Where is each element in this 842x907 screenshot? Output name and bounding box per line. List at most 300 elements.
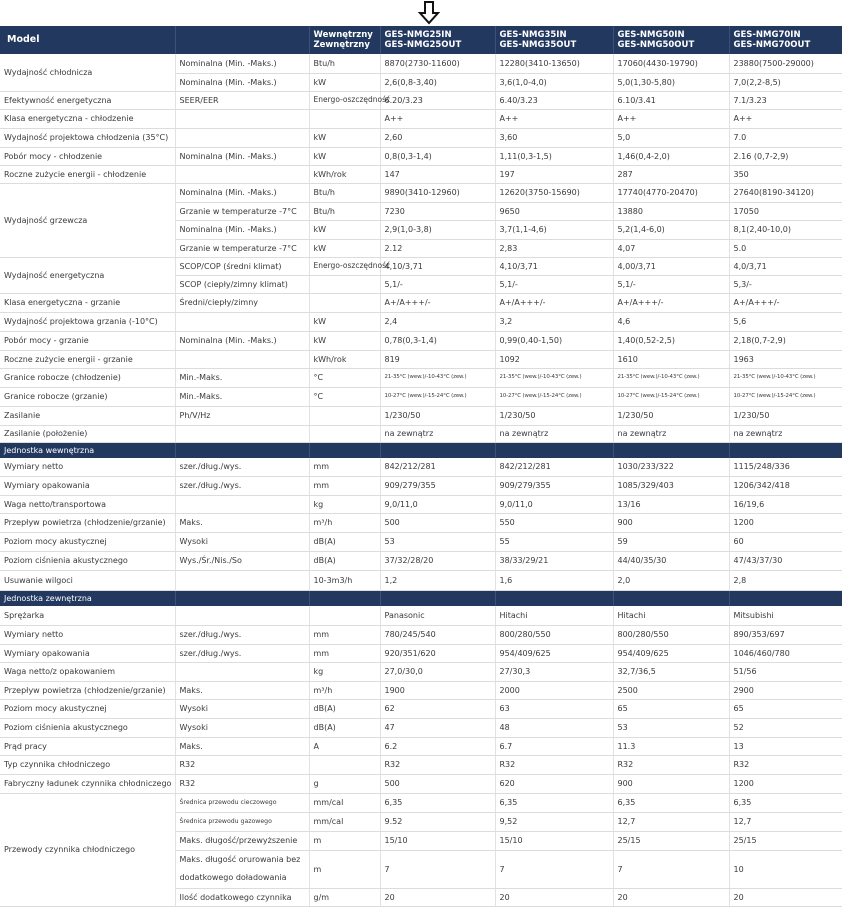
section-header-outdoor xyxy=(0,590,842,606)
value: 10-27°C (wew.)/-15-24°C (zew.) xyxy=(613,387,729,406)
section-cell xyxy=(729,442,842,458)
value: 59 xyxy=(613,532,729,551)
section-cell xyxy=(175,442,309,458)
value: 25/15 xyxy=(613,831,729,850)
param-label: Sprężarka xyxy=(0,606,175,625)
unit xyxy=(309,425,380,442)
table-row xyxy=(0,147,842,165)
model-indoor-name: GES-NMG70IN xyxy=(733,30,801,40)
value: 53 xyxy=(380,532,495,551)
value: 20 xyxy=(613,888,729,906)
value: 2,0 xyxy=(613,570,729,590)
value: 197 xyxy=(495,165,613,183)
param-label: Efektywność energetyczna xyxy=(0,91,175,109)
unit: kWh/rok xyxy=(309,350,380,368)
value: 9,0/11,0 xyxy=(495,495,613,513)
value: 550 xyxy=(495,513,613,532)
value: na zewnątrz xyxy=(729,425,842,442)
condition: szer./dług./wys. xyxy=(175,476,309,495)
param-label: Pobór mocy - grzanie xyxy=(0,331,175,350)
condition: Średni/ciepły/zimny xyxy=(175,293,309,312)
value: 1,46(0,4-2,0) xyxy=(613,147,729,165)
param-label: Waga netto/z opakowaniem xyxy=(0,662,175,681)
value: Hitachi xyxy=(495,606,613,625)
value: 1,2 xyxy=(380,570,495,590)
value: 500 xyxy=(380,513,495,532)
table-row xyxy=(0,91,842,109)
value: 62 xyxy=(380,699,495,718)
value: Panasonic xyxy=(380,606,495,625)
header-empty xyxy=(175,26,309,54)
value: 52 xyxy=(729,718,842,737)
param-label: Wydajność projektowa chłodzenia (35°C) xyxy=(0,128,175,147)
section-title: Jednostka zewnętrzna xyxy=(0,590,175,606)
value: 954/409/625 xyxy=(613,644,729,662)
condition: szer./dług./wys. xyxy=(175,625,309,644)
value: 5,0(1,30-5,80) xyxy=(613,73,729,91)
condition: Nominalna (Min. -Maks.) xyxy=(175,73,309,91)
condition: Maks. długość/przewyższenie xyxy=(175,831,309,850)
section-cell xyxy=(380,442,495,458)
value: A++ xyxy=(729,109,842,128)
value: 48 xyxy=(495,718,613,737)
condition: Min.-Maks. xyxy=(175,368,309,387)
value: 21-35°C (wew.)/-10-43°C (zew.) xyxy=(729,368,842,387)
value: 4,10/3,71 xyxy=(495,257,613,275)
value: 954/409/625 xyxy=(495,644,613,662)
unit: g xyxy=(309,774,380,793)
value: 4,10/3,71 xyxy=(380,257,495,275)
value: 27/30,3 xyxy=(495,662,613,681)
value: na zewnątrz xyxy=(613,425,729,442)
value: 2.16 (0,7-2,9) xyxy=(729,147,842,165)
value: 1,40(0,52-2,5) xyxy=(613,331,729,350)
value: 900 xyxy=(613,513,729,532)
value: 23880(7500-29000) xyxy=(729,54,842,73)
unit-text: m xyxy=(313,864,322,874)
value: 1,11(0,3-1,5) xyxy=(495,147,613,165)
unit: kW xyxy=(309,147,380,165)
unit: Btu/h xyxy=(309,54,380,73)
unit: m xyxy=(309,831,380,850)
value: 5,6 xyxy=(729,312,842,331)
unit: Btu/h xyxy=(309,183,380,202)
model-label: Model xyxy=(0,26,175,54)
table-row xyxy=(0,293,842,312)
value: 7 xyxy=(613,850,729,888)
value: A+/A+++/- xyxy=(380,293,495,312)
value: 10 xyxy=(729,850,842,888)
value: 0,99(0,40-1,50) xyxy=(495,331,613,350)
value: 17740(4770-20470) xyxy=(613,183,729,202)
value: 65 xyxy=(613,699,729,718)
down-arrow-icon xyxy=(419,1,439,25)
value: 27,0/30,0 xyxy=(380,662,495,681)
table-row xyxy=(0,109,842,128)
param-label: Poziom mocy akustycznej xyxy=(0,532,175,551)
condition: Grzanie w temperaturze -7°C xyxy=(175,239,309,257)
table-row xyxy=(0,350,842,368)
value: 4,07 xyxy=(613,239,729,257)
condition: Średnica przewodu gazowego xyxy=(175,812,309,831)
unit: mm xyxy=(309,458,380,476)
value: 900 xyxy=(613,774,729,793)
table-row xyxy=(0,718,842,737)
value: 37/32/28/20 xyxy=(380,551,495,570)
unit: kg xyxy=(309,662,380,681)
value: 842/212/281 xyxy=(495,458,613,476)
model-indoor-name: GES-NMG50IN xyxy=(617,30,685,40)
condition: Wysoki xyxy=(175,532,309,551)
value: 3,60 xyxy=(495,128,613,147)
value: 47 xyxy=(380,718,495,737)
value: 4,00/3,71 xyxy=(613,257,729,275)
value: 2,60 xyxy=(380,128,495,147)
param-label: Roczne zużycie energii - chłodzenie xyxy=(0,165,175,183)
table-row xyxy=(0,128,842,147)
section-header-indoor xyxy=(0,442,842,458)
value: 8,1(2,40-10,0) xyxy=(729,220,842,239)
param-label: Fabryczny ładunek czynnika chłodniczego xyxy=(0,774,175,793)
value: 819 xyxy=(380,350,495,368)
value: 6,35 xyxy=(613,793,729,812)
condition: Średnica przewodu cieczowego xyxy=(175,793,309,812)
value: A++ xyxy=(495,109,613,128)
param-label: Wydajność projektowa grzania (-10°C) xyxy=(0,312,175,331)
unit: kW xyxy=(309,220,380,239)
value: 17060(4430-19790) xyxy=(613,54,729,73)
condition: Nominalna (Min. -Maks.) xyxy=(175,54,309,73)
condition xyxy=(175,128,309,147)
section-cell xyxy=(309,590,380,606)
value: 55 xyxy=(495,532,613,551)
param-label: Wymiary opakowania xyxy=(0,644,175,662)
param-label: Usuwanie wilgoci xyxy=(0,570,175,590)
value: 5,0 xyxy=(613,128,729,147)
value: 6.2 xyxy=(380,737,495,755)
value: 1206/342/418 xyxy=(729,476,842,495)
value: 1610 xyxy=(613,350,729,368)
value: 10-27°C (wew.)/-15-24°C (zew.) xyxy=(495,387,613,406)
value: 9650 xyxy=(495,202,613,220)
unit: mm/cal xyxy=(309,793,380,812)
header-row xyxy=(0,26,842,54)
unit xyxy=(309,606,380,625)
unit: Btu/h xyxy=(309,202,380,220)
unit: °C xyxy=(309,387,380,406)
value: 5,3/- xyxy=(729,275,842,293)
param-label: Wydajność energetyczna xyxy=(0,257,175,293)
condition: szer./dług./wys. xyxy=(175,644,309,662)
condition xyxy=(175,662,309,681)
value: 17050 xyxy=(729,202,842,220)
unit: g/m xyxy=(309,888,380,906)
section-cell xyxy=(380,590,495,606)
model-header-1 xyxy=(380,26,495,54)
unit xyxy=(309,275,380,293)
value: 32,7/36,5 xyxy=(613,662,729,681)
unit: A xyxy=(309,737,380,755)
value: na zewnątrz xyxy=(380,425,495,442)
condition: Maks. długość orurowania bez dodatkowego doładowania xyxy=(175,850,309,888)
model-outdoor-name: GES-NMG70OUT xyxy=(733,40,811,50)
value: 620 xyxy=(495,774,613,793)
condition: Wysoki xyxy=(175,699,309,718)
value: 1200 xyxy=(729,513,842,532)
value: 7 xyxy=(495,850,613,888)
value: 3,2 xyxy=(495,312,613,331)
value: 20 xyxy=(380,888,495,906)
value: 4,6 xyxy=(613,312,729,331)
value: 1/230/50 xyxy=(495,406,613,425)
value: 1085/329/403 xyxy=(613,476,729,495)
value: R32 xyxy=(380,755,495,774)
value: 2,18(0,7-2,9) xyxy=(729,331,842,350)
condition: Nominalna (Min. -Maks.) xyxy=(175,331,309,350)
table-row xyxy=(0,699,842,718)
unit: kW xyxy=(309,73,380,91)
param-label: Zasilanie (położenie) xyxy=(0,425,175,442)
value: 11.3 xyxy=(613,737,729,755)
table-row xyxy=(0,570,842,590)
table-row xyxy=(0,606,842,625)
value: 4,0/3,71 xyxy=(729,257,842,275)
value: 44/40/35/30 xyxy=(613,551,729,570)
value: 12620(3750-15690) xyxy=(495,183,613,202)
table-row xyxy=(0,183,842,202)
value: 0,78(0,3-1,4) xyxy=(380,331,495,350)
param-label: Poziom ciśnienia akustycznego xyxy=(0,718,175,737)
value: 3,6(1,0-4,0) xyxy=(495,73,613,91)
value: 7230 xyxy=(380,202,495,220)
condition: Ph/V/Hz xyxy=(175,406,309,425)
param-label: Poziom mocy akustycznej xyxy=(0,699,175,718)
unit-type-header xyxy=(309,26,380,54)
value: 65 xyxy=(729,699,842,718)
value: 2,6(0,8-3,40) xyxy=(380,73,495,91)
value: 1900 xyxy=(380,681,495,699)
value: 6.7 xyxy=(495,737,613,755)
model-header-4 xyxy=(729,26,842,54)
value: 38/33/29/21 xyxy=(495,551,613,570)
value: 16/19,6 xyxy=(729,495,842,513)
table-row xyxy=(0,755,842,774)
condition: SEER/EER xyxy=(175,91,309,109)
condition: Nominalna (Min. -Maks.) xyxy=(175,220,309,239)
value: 1115/248/336 xyxy=(729,458,842,476)
condition: Nominalna (Min. -Maks.) xyxy=(175,183,309,202)
value: 9,0/11,0 xyxy=(380,495,495,513)
condition: Min.-Maks. xyxy=(175,387,309,406)
condition xyxy=(175,495,309,513)
unit: m³/h xyxy=(309,681,380,699)
table-row xyxy=(0,793,842,812)
param-label: Poziom ciśnienia akustycznego xyxy=(0,551,175,570)
unit: dB(A) xyxy=(309,699,380,718)
value: 2000 xyxy=(495,681,613,699)
model-outdoor-name: GES-NMG50OUT xyxy=(617,40,695,50)
param-label: Klasa energetyczna - chłodzenie xyxy=(0,109,175,128)
value: 2900 xyxy=(729,681,842,699)
value: 15/10 xyxy=(380,831,495,850)
unit: °C xyxy=(309,368,380,387)
value: R32 xyxy=(613,755,729,774)
unit: mm xyxy=(309,644,380,662)
value: 10-27°C (wew.)/-15-24°C (zew.) xyxy=(729,387,842,406)
unit: 10-3m3/h xyxy=(309,570,380,590)
param-label: Prąd pracy xyxy=(0,737,175,755)
unit: Energo-oszczędność xyxy=(309,257,380,275)
section-cell xyxy=(495,442,613,458)
value: 13880 xyxy=(613,202,729,220)
value: 53 xyxy=(613,718,729,737)
unit: kW xyxy=(309,128,380,147)
param-label: Przewody czynnika chłodniczego xyxy=(0,793,175,906)
value: 21-35°C (wew.)/-10-43°C (zew.) xyxy=(613,368,729,387)
section-cell xyxy=(729,590,842,606)
value: 2,83 xyxy=(495,239,613,257)
value: 1200 xyxy=(729,774,842,793)
value: R32 xyxy=(495,755,613,774)
unit: kWh/rok xyxy=(309,165,380,183)
value: 1/230/50 xyxy=(380,406,495,425)
value: 780/245/540 xyxy=(380,625,495,644)
param-label: Wymiary netto xyxy=(0,625,175,644)
value: 25/15 xyxy=(729,831,842,850)
model-outdoor-name: GES-NMG35OUT xyxy=(499,40,577,50)
value: 12,7 xyxy=(729,812,842,831)
value: 7.0 xyxy=(729,128,842,147)
param-label: Zasilanie xyxy=(0,406,175,425)
unit: kW xyxy=(309,312,380,331)
section-cell xyxy=(613,442,729,458)
value: 2,8 xyxy=(729,570,842,590)
value: 5,1/- xyxy=(380,275,495,293)
unit xyxy=(309,755,380,774)
table-row xyxy=(0,662,842,681)
table-row xyxy=(0,513,842,532)
unit: Energo-oszczędność xyxy=(309,91,380,109)
value: 9,52 xyxy=(495,812,613,831)
unit xyxy=(309,850,380,888)
condition: Maks. xyxy=(175,681,309,699)
unit xyxy=(309,406,380,425)
table-row xyxy=(0,737,842,755)
value: 6,35 xyxy=(729,793,842,812)
value: 7.1/3.23 xyxy=(729,91,842,109)
param-label: Roczne zużycie energii - grzanie xyxy=(0,350,175,368)
condition xyxy=(175,570,309,590)
condition xyxy=(175,425,309,442)
param-label: Typ czynnika chłodniczego xyxy=(0,755,175,774)
unit: kg xyxy=(309,495,380,513)
value: 6,35 xyxy=(380,793,495,812)
table-row xyxy=(0,681,842,699)
section-title: Jednostka wewnętrzna xyxy=(0,442,175,458)
value: 12280(3410-13650) xyxy=(495,54,613,73)
value: 909/279/355 xyxy=(380,476,495,495)
condition: Maks. xyxy=(175,737,309,755)
model-header-3 xyxy=(613,26,729,54)
value: 21-35°C (wew.)/-10-43°C (zew.) xyxy=(495,368,613,387)
value: A++ xyxy=(380,109,495,128)
condition: Grzanie w temperaturze -7°C xyxy=(175,202,309,220)
value: 800/280/550 xyxy=(613,625,729,644)
param-label: Waga netto/transportowa xyxy=(0,495,175,513)
param-label: Pobór mocy - chłodzenie xyxy=(0,147,175,165)
value: na zewnątrz xyxy=(495,425,613,442)
value: 1030/233/322 xyxy=(613,458,729,476)
table-row xyxy=(0,368,842,387)
table-row xyxy=(0,774,842,793)
value: 1963 xyxy=(729,350,842,368)
table-row xyxy=(0,644,842,662)
condition: Maks. xyxy=(175,513,309,532)
section-cell xyxy=(613,590,729,606)
condition xyxy=(175,350,309,368)
table-row xyxy=(0,257,842,275)
model-outdoor-name: GES-NMG25OUT xyxy=(384,40,462,50)
table-row xyxy=(0,551,842,570)
value: 842/212/281 xyxy=(380,458,495,476)
value: 8870(2730-11600) xyxy=(380,54,495,73)
value: 51/56 xyxy=(729,662,842,681)
value: 2,9(1,0-3,8) xyxy=(380,220,495,239)
value: 6.10/3.41 xyxy=(613,91,729,109)
value: 3,7(1,1-4,6) xyxy=(495,220,613,239)
unit: kW xyxy=(309,331,380,350)
value: 6.40/3.23 xyxy=(495,91,613,109)
value: 920/351/620 xyxy=(380,644,495,662)
param-label: Wymiary opakowania xyxy=(0,476,175,495)
value: 0,8(0,3-1,4) xyxy=(380,147,495,165)
value: 2.12 xyxy=(380,239,495,257)
unit xyxy=(309,109,380,128)
table-row xyxy=(0,532,842,551)
table-row xyxy=(0,54,842,73)
value: 800/280/550 xyxy=(495,625,613,644)
condition: Ilość dodatkowego czynnika xyxy=(175,888,309,906)
value: 6.20/3.23 xyxy=(380,91,495,109)
condition: R32 xyxy=(175,755,309,774)
table-row xyxy=(0,387,842,406)
value: 7 xyxy=(380,850,495,888)
value: 5,2(1,4-6,0) xyxy=(613,220,729,239)
value: 47/43/37/30 xyxy=(729,551,842,570)
condition: Wys./Śr./Nis./So xyxy=(175,551,309,570)
section-cell xyxy=(495,590,613,606)
table-row xyxy=(0,476,842,495)
value: A+/A+++/- xyxy=(613,293,729,312)
spec-table xyxy=(0,26,842,907)
model-indoor-name: GES-NMG35IN xyxy=(499,30,567,40)
value: 20 xyxy=(495,888,613,906)
value: 909/279/355 xyxy=(495,476,613,495)
value: 1,6 xyxy=(495,570,613,590)
value: 9890(3410-12960) xyxy=(380,183,495,202)
value: 20 xyxy=(729,888,842,906)
value: 13 xyxy=(729,737,842,755)
value: Mitsubishi xyxy=(729,606,842,625)
condition: szer./dług./wys. xyxy=(175,458,309,476)
value: 5,1/- xyxy=(613,275,729,293)
unit: mm/cal xyxy=(309,812,380,831)
param-label: Granice robocze (grzanie) xyxy=(0,387,175,406)
condition: Wysoki xyxy=(175,718,309,737)
value: 15/10 xyxy=(495,831,613,850)
value: 147 xyxy=(380,165,495,183)
unit: dB(A) xyxy=(309,718,380,737)
